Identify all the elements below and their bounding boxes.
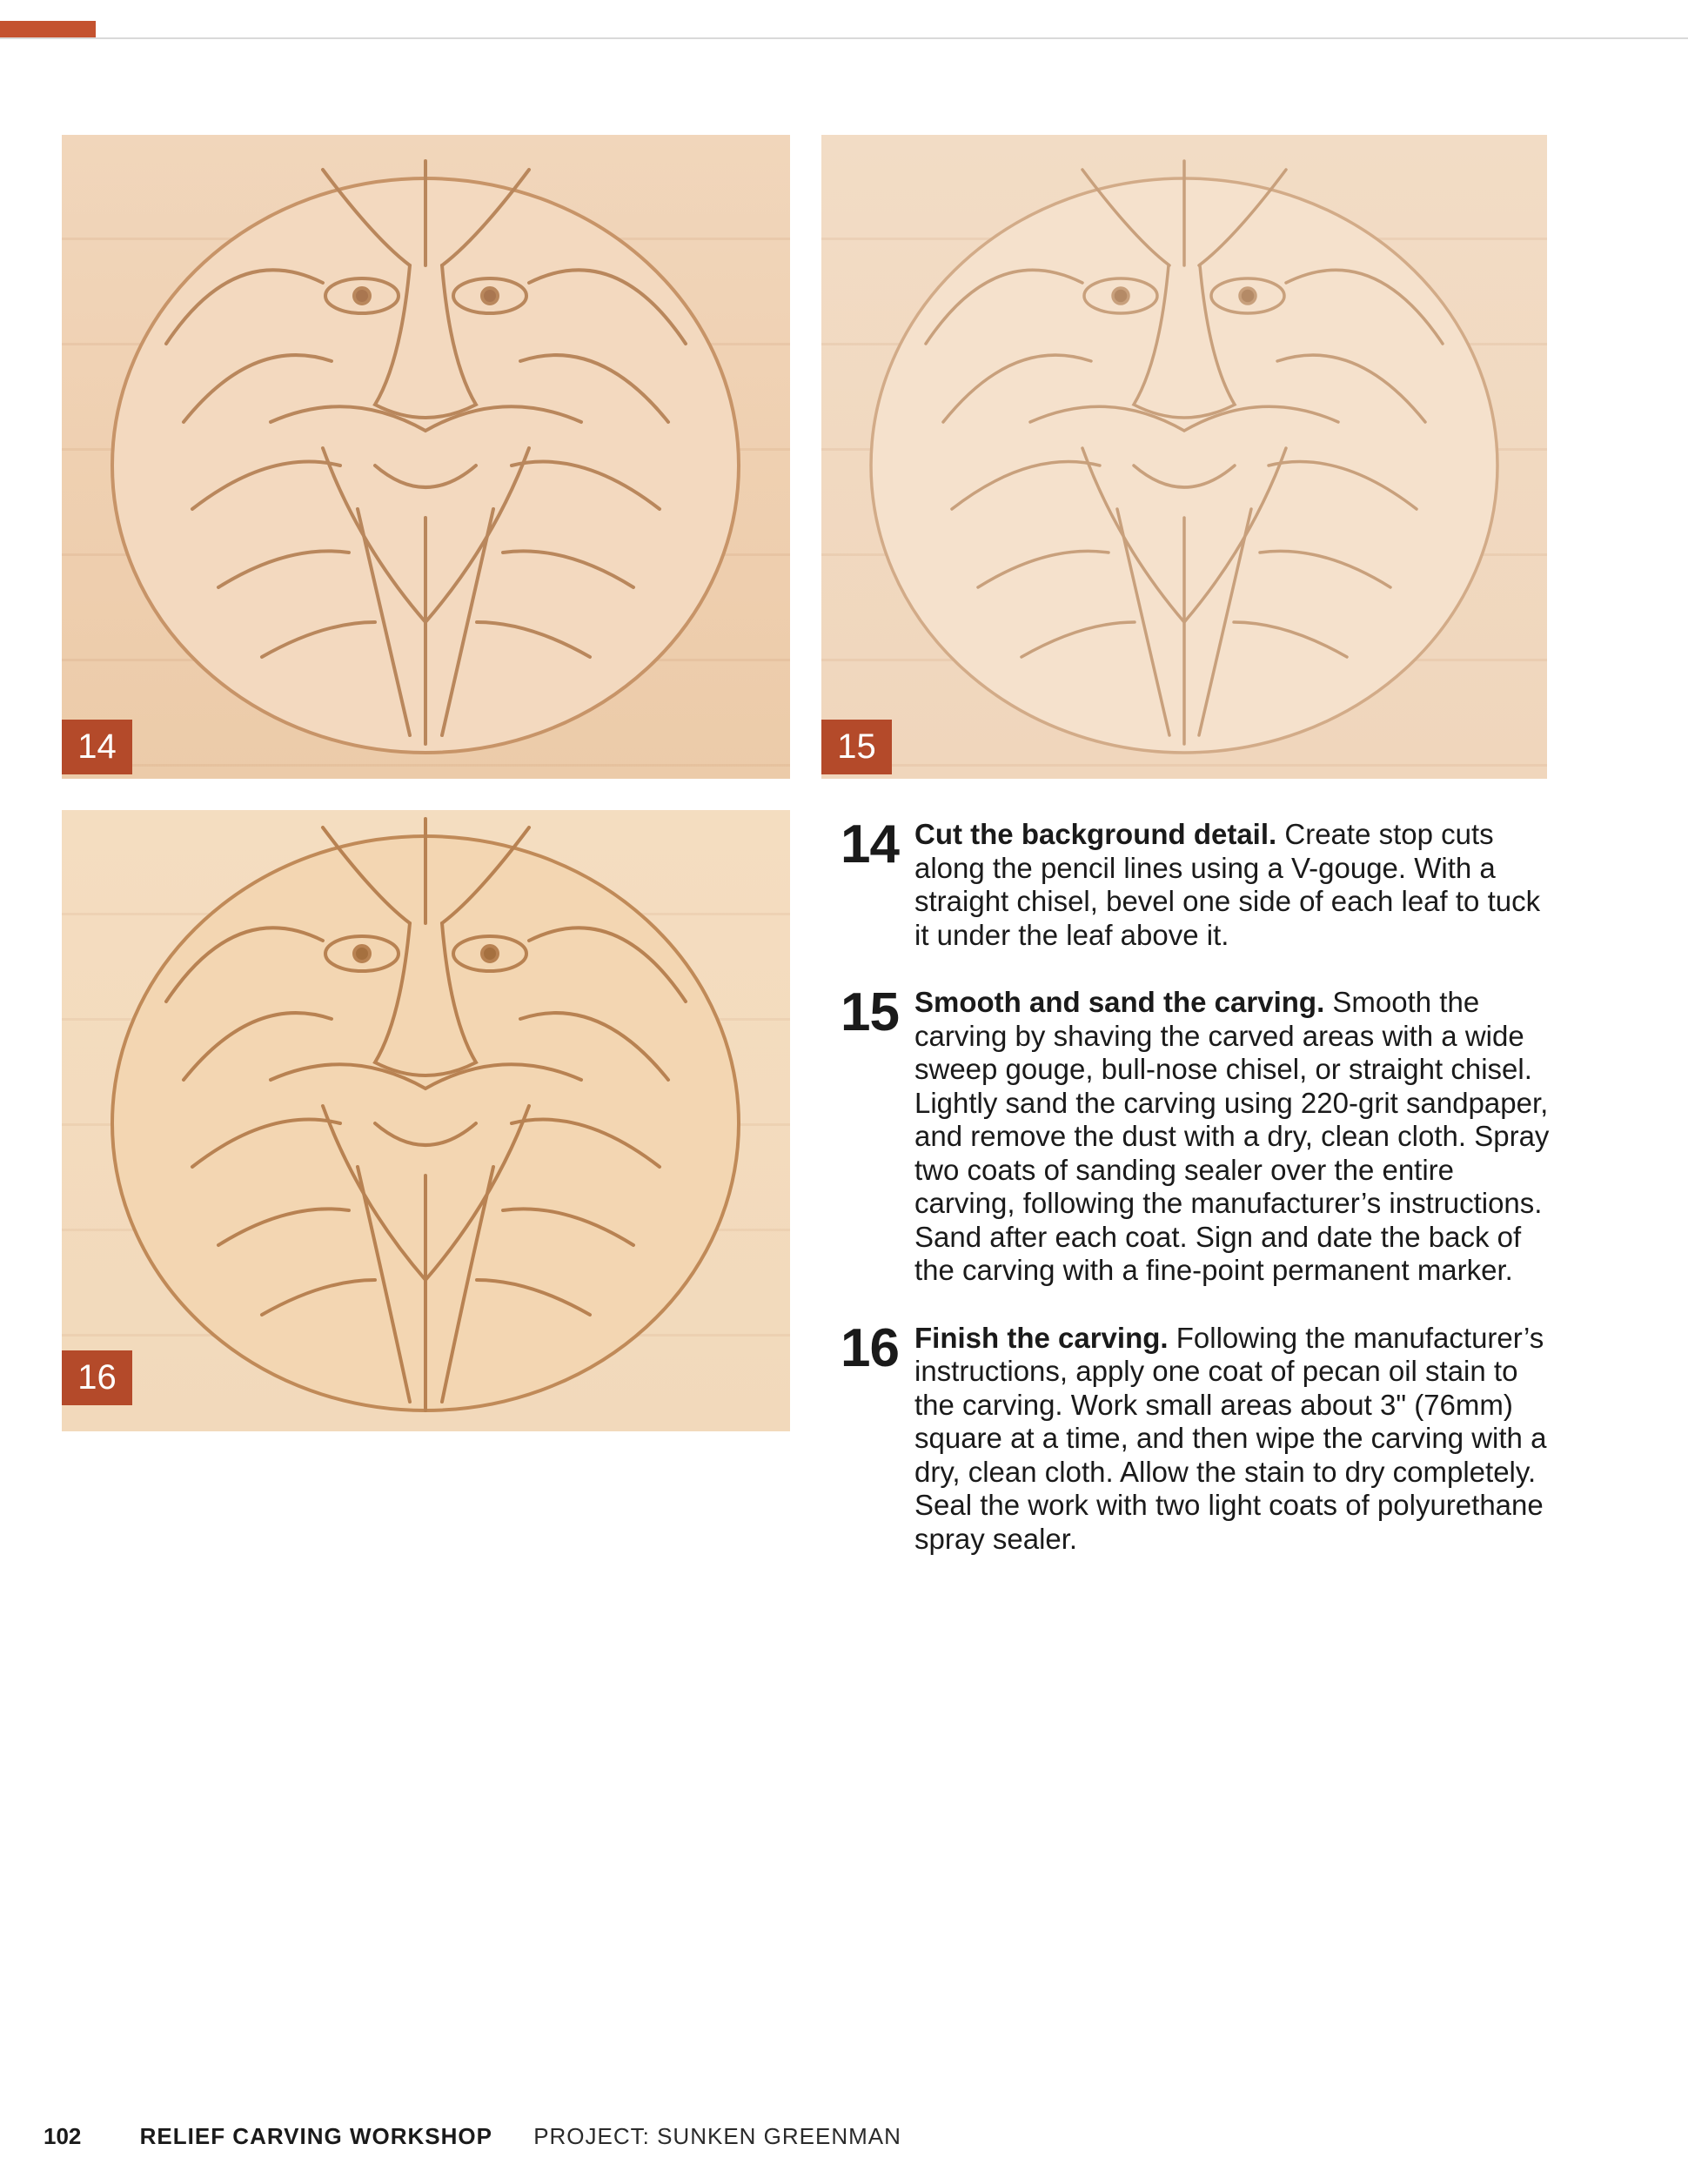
step-15 [841,982,1554,1288]
step-badge-15: 15 [821,720,892,774]
carving-photo-step-16 [62,810,790,1431]
page-number: 102 [44,2123,82,2149]
page-footer [44,2123,901,2149]
book-title: RELIEF CARVING WORKSHOP [139,2123,492,2149]
step-14 [841,814,1554,952]
carving-photo-step-14 [62,135,790,779]
step-text: Create stop cuts along the pencil lines using a V-gouge. With a straight chisel, bevel one side of each leaf to tuck it under the leaf above it. [914,818,1541,951]
step-badge-14: 14 [62,720,132,774]
step-title: Smooth and sand the carving. [914,986,1325,1018]
instructions-column [841,814,1554,1590]
step-number: 15 [841,982,899,1042]
greenman-carving-illustration [62,810,790,1431]
step-title: Cut the background detail. [914,818,1277,850]
greenman-carving-illustration [62,135,790,779]
carving-photo-step-15 [821,135,1547,779]
step-text: Following the manufacturer’s instructions, apply one coat of pecan oil stain to the carving. Work small areas about 3" (76mm) square at a time, and then wipe the carving with a dry, clean cloth. Allow the stain to dry completely. Seal the work with two light coats of polyurethane spray sealer. [914,1321,1547,1555]
step-badge-16: 16 [62,1350,132,1405]
step-text: Smooth the carving by shaving the carved areas with a wide sweep gouge, bull-nose chisel, or straight chisel. Lightly sand the carving using 220-grit sandpaper, and remove the dust with a dry, clean cloth. Spray two coats of sanding sealer over the entire carving, following the manufacturer’s instructions. Sand after each coat. Sign and date the back of the carving with a fine-point permanent marker. [914,986,1550,1286]
greenman-carving-illustration [821,135,1547,779]
header-accent-bar [0,21,96,39]
step-number: 16 [841,1317,899,1378]
header-rule [0,37,1688,39]
step-16 [841,1317,1554,1557]
project-title: PROJECT: SUNKEN GREENMAN [533,2123,901,2149]
step-title: Finish the carving. [914,1321,1169,1354]
step-number: 14 [841,814,899,874]
